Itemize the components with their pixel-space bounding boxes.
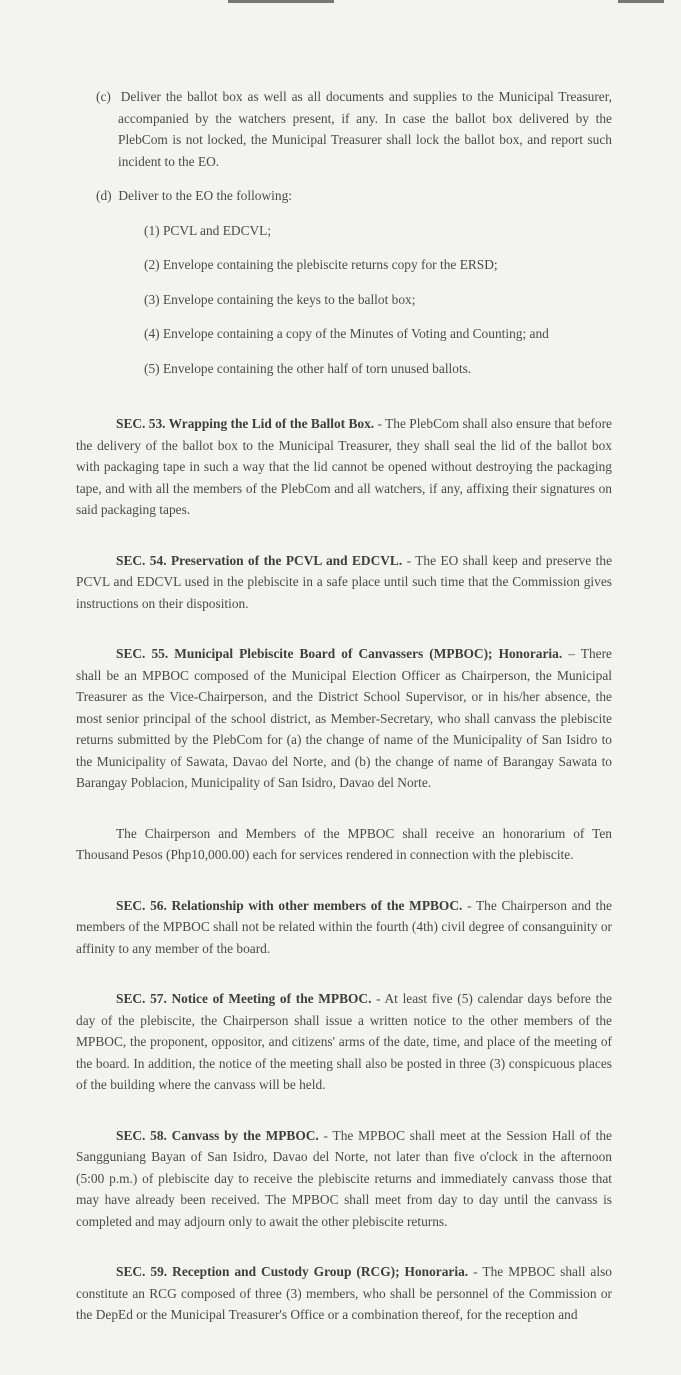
list-item-c <box>76 86 612 172</box>
section-title: SEC. 57. Notice of Meeting of the MPBOC. <box>116 991 372 1006</box>
section-title: SEC. 58. Canvass by the MPBOC. <box>116 1127 319 1143</box>
list-item: (3) Envelope containing the keys to the ballot box; <box>144 291 416 307</box>
section-55-paragraph-2: The Chairperson and Members of the MPBOC shall receive an honorarium of Ten Thousand Pesos (Php10,000.00) each for services rendered in connection with the plebiscite. <box>76 825 612 862</box>
top-rule-right <box>618 0 664 3</box>
section-title: SEC. 56. Relationship with other members of the MPBOC. <box>116 897 463 913</box>
list-item-d <box>76 185 612 207</box>
list-item: (5) Envelope containing the other half of torn unused ballots. <box>144 360 472 376</box>
item-text: Deliver the ballot box as well as all documents and supplies to the Municipal Treasurer, accompanied by the watchers present, if any. In case the ballot box delivered by the PlebCom is not locked, the Municipal Treasurer shall lock the ballot box, and report such incident to the EO. <box>118 89 612 169</box>
section-body: - The PlebCom shall also ensure that before the delivery of the ballot box to the Municipal Treasurer, they shall seal the lid of the ballot box with packaging tape in such a way that the lid cannot be opened without destroying the packaging tape, and with all the members of the PlebCom and all watchers, if any, affixing their signatures on said packaging tapes. <box>76 416 612 517</box>
section-53 <box>76 413 612 521</box>
section-55 <box>76 643 612 794</box>
section-title: SEC. 53. Wrapping the Lid of the Ballot Box. <box>116 416 375 431</box>
section-body: - The MPBOC shall also constitute an RCG composed of three (3) members, who shall be personnel of the Commission or the DepEd or the Municipal Treasurer's Office or a combination thereof, for the reception and <box>76 1264 612 1322</box>
item-label: (d) <box>96 188 112 203</box>
deliverables-list <box>76 220 612 380</box>
section-title: SEC. 54. Preservation of the PCVL and EDCVL. <box>116 552 403 568</box>
section-56 <box>76 895 612 960</box>
list-item: (4) Envelope containing a copy of the Minutes of Voting and Counting; and <box>144 326 549 341</box>
list-item: (1) PCVL and EDCVL; <box>144 222 272 238</box>
section-body: - The EO shall keep and preserve the PCVL and EDCVL used in the plebiscite in a safe place until such time that the Commission gives instructions on their disposition. <box>76 552 613 611</box>
section-body: - The Chairperson and the members of the MPBOC shall not be related within the fourth (4th) civil degree of consanguinity or affinity to any member of the board. <box>76 897 613 956</box>
section-57 <box>76 988 612 1096</box>
item-text: Deliver to the EO the following: <box>118 188 292 203</box>
top-rule-left <box>228 0 334 3</box>
item-label: (c) <box>96 89 111 104</box>
section-title: SEC. 55. Municipal Plebiscite Board of Canvassers (MPBOC); Honoraria. <box>116 646 563 661</box>
section-59 <box>76 1261 612 1326</box>
section-body: - At least five (5) calendar days before the day of the plebiscite, the Chairperson shall issue a written notice to the other members of the MPBOC, the proponent, oppositor, and citizens' arms of the date, time, and place of the meeting of the board. In addition, the notice of the meeting shall also be posted in three (3) conspicuous places of the building where the canvass will be held. <box>76 991 612 1092</box>
section-body: – There shall be an MPBOC composed of the Municipal Election Officer as Chairperson, the Municipal Treasurer as the Vice-Chairperson, and the District School Supervisor, or in his/her absence, the most senior principal of the school district, as Member-Secretary, who shall canvass the plebiscite returns submitted by the PlebCom for (a) the change of name of the Municipality of San Isidro to the Municipality of Sawata, Davao del Norte, and (b) the change of name of Barangay Sawata to Barangay Poblacion, Municipality of San Isidro, Davao del Norte. <box>76 646 613 790</box>
document-page <box>76 72 612 1326</box>
section-title: SEC. 59. Reception and Custody Group (RCG); Honoraria. <box>116 1264 469 1279</box>
section-58 <box>76 1125 612 1233</box>
section-54 <box>76 550 612 615</box>
list-item: (2) Envelope containing the plebiscite returns copy for the ERSD; <box>144 257 498 272</box>
section-body: - The MPBOC shall meet at the Session Hall of the Sangguniang Bayan of San Isidro, Davao del Norte, not later than five o'clock in the afternoon (5:00 p.m.) of plebiscite day to receive the plebiscite returns and immediately canvass those that may have already been received. The MPBOC shall meet from day to day until the canvass is completed and may adjourn only to await the other plebiscite returns. <box>76 1127 612 1229</box>
